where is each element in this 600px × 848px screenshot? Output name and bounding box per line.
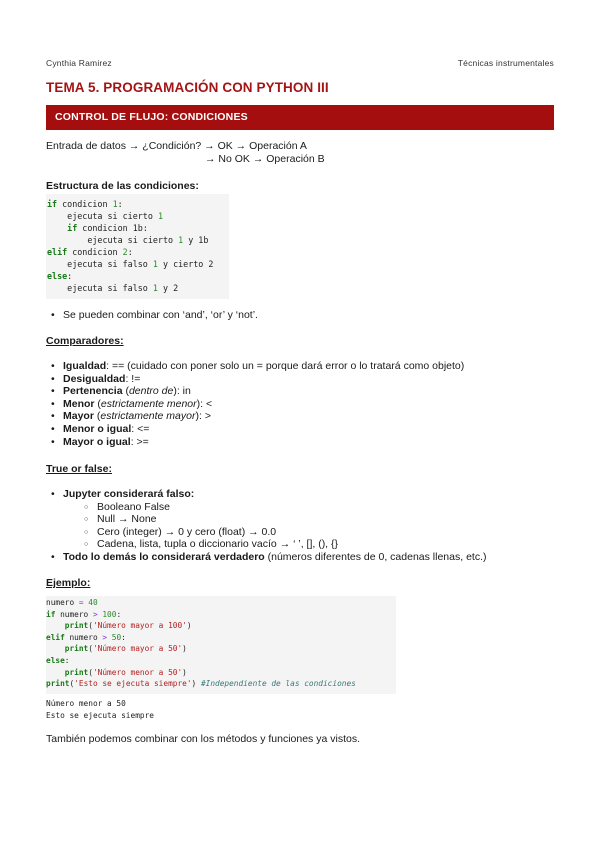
closing-text: También podemos combinar con los métodos y funciones ya vistos.	[46, 733, 360, 745]
false-item: ○ Cero (integer) → 0 y cero (float) → 0.0	[80, 526, 487, 539]
structure-heading: Estructura de las condiciones:	[46, 180, 199, 192]
false-item: ○ Null → None	[80, 513, 487, 526]
comparator-item: • Mayor o igual: >=	[46, 436, 464, 449]
output-line: Número menor a 50	[46, 699, 126, 708]
true-description: (números diferentes de 0, cadenas llenas, etc.)	[264, 550, 487, 563]
example-code-block	[46, 596, 396, 694]
comparators-list	[46, 360, 464, 448]
code-line: print('Número mayor a 100')	[64, 621, 192, 631]
code-line: print('Número menor a 50')	[64, 667, 187, 677]
code-line: if condicion 1b:	[67, 223, 148, 233]
code-line: elif condicion 2:	[47, 247, 133, 257]
structure-code-block	[46, 194, 229, 299]
comparator-item: • Pertenencia (dentro de): in	[46, 385, 464, 398]
comparator-item: • Menor (estrictamente menor): <	[46, 398, 464, 411]
true-label: Todo lo demás lo considerará verdadero	[63, 550, 265, 563]
comparator-item: • Desigualdad: !=	[46, 373, 464, 386]
code-line: else:	[46, 655, 70, 665]
section-banner	[46, 105, 554, 130]
flow-line-1: Entrada de datos → ¿Condición? → OK → Operación A	[46, 140, 307, 152]
code-line: elif numero > 50:	[46, 632, 126, 642]
code-line: else:	[47, 271, 73, 281]
section-banner-label: CONTROL DE FLUJO: CONDICIONES	[55, 111, 248, 123]
list-item: • Se pueden combinar con ‘and’, ‘or’ y ‘not’.	[46, 309, 258, 322]
list-item	[46, 488, 487, 551]
code-line: ejecuta si falso 1 y 2	[67, 283, 179, 293]
example-output	[46, 698, 154, 722]
false-sublist	[63, 501, 487, 551]
author-name: Cynthia Ramirez	[46, 58, 112, 68]
code-line: print('Número mayor a 50')	[64, 644, 187, 654]
comparator-item: • Menor o igual: <=	[46, 423, 464, 436]
code-line: numero = 40	[46, 598, 98, 607]
truefalse-heading: True or false:	[46, 463, 112, 475]
page-title: TEMA 5. PROGRAMACIÓN CON PYTHON III	[46, 80, 329, 95]
false-item: ○ Booleano False	[80, 501, 487, 514]
code-line: if numero > 100:	[46, 609, 122, 619]
comparator-item: • Igualdad: == (cuidado con poner solo un = porque dará error o lo tratará como objeto)	[46, 360, 464, 373]
structure-notes	[46, 309, 258, 322]
code-line: print('Esto se ejecuta siempre') #Independiente de las condiciones	[46, 679, 356, 689]
subject-name: Técnicas instrumentales	[457, 58, 554, 68]
list-item	[46, 551, 487, 564]
false-label: Jupyter considerará falso:	[63, 488, 195, 500]
comparators-heading: Comparadores:	[46, 335, 124, 347]
code-line: if condicion 1:	[47, 199, 123, 209]
output-line: Esto se ejecuta siempre	[46, 711, 154, 720]
truefalse-list	[46, 488, 487, 564]
false-item: ○ Cadena, lista, tupla o diccionario vacío → ‘ ’, [], (), {}	[80, 538, 487, 551]
flow-line-2: → No OK → Operación B	[205, 153, 325, 165]
code-line: ejecuta si cierto 1 y 1b	[87, 235, 209, 245]
comparator-item: • Mayor (estrictamente mayor): >	[46, 410, 464, 423]
code-line: ejecuta si falso 1 y cierto 2	[67, 259, 214, 269]
example-heading: Ejemplo:	[46, 577, 91, 589]
code-line: ejecuta si cierto 1	[67, 211, 163, 221]
